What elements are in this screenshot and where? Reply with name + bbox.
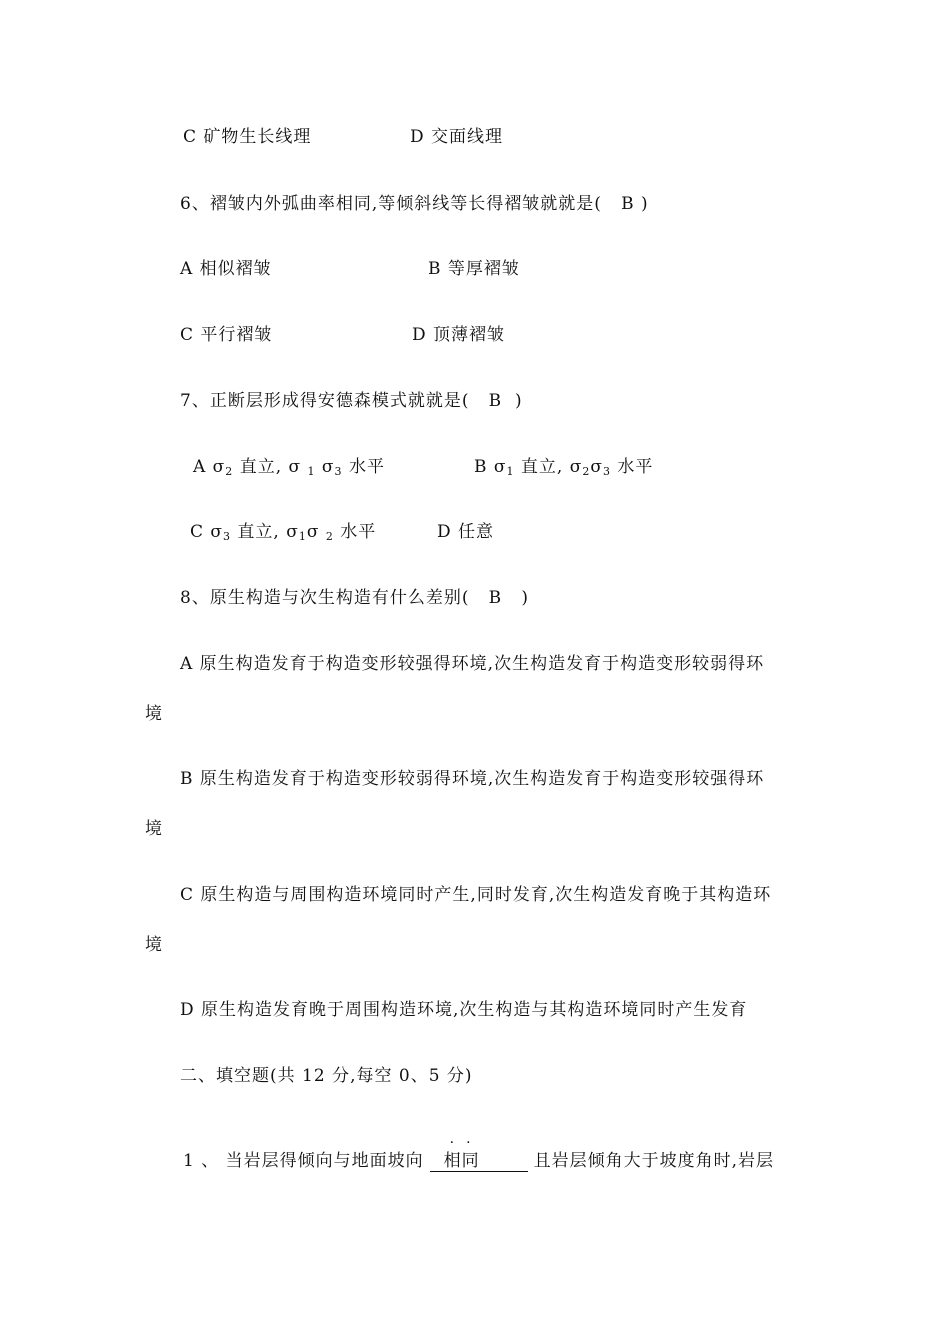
q8-option-b-line1: B 原生构造发育于构造变形较弱得环境,次生构造发育于构造变形较强得环 <box>180 769 765 789</box>
q7-option-c-suffix: 水平 <box>333 522 377 542</box>
q7-stem <box>180 390 523 412</box>
fill1-blank <box>430 1135 528 1172</box>
q6-option-c: C 平行褶皱 <box>180 325 273 345</box>
fill1-blank-answer: 相同 <box>443 1151 480 1171</box>
q7-answer: B <box>488 391 503 411</box>
q7-option-c-sub1: 3 <box>223 530 232 543</box>
q6-option-b: B 等厚褶皱 <box>428 259 520 279</box>
q7-option-b-mid2: σ <box>590 457 603 477</box>
q6-stem <box>180 193 649 215</box>
q8-stem-text: 8、原生构造与次生构造有什么差别( <box>180 588 470 608</box>
q6-answer: B <box>621 194 635 214</box>
q7-option-c-prefix: C σ <box>190 522 224 542</box>
q8-option-a-line1: A 原生构造发育于构造变形较强得环境,次生构造发育于构造变形较弱得环 <box>180 654 765 674</box>
q7-option-a-prefix: A σ <box>193 457 226 477</box>
q8-option-d: D 原生构造发育晚于周围构造环境,次生构造与其构造环境同时产生发育 <box>180 1000 748 1020</box>
q7-option-c-sub2: 1 <box>298 530 307 543</box>
q7-option-b-sub3: 3 <box>602 465 611 478</box>
q6-option-d: D 顶薄褶皱 <box>412 325 506 345</box>
q8-option-c-line2: 境 <box>145 935 163 955</box>
q7-option-c-mid: 直立, σ <box>231 522 299 542</box>
q7-option-b-sub2: 2 <box>582 465 591 478</box>
q7-option-c-mid2: σ <box>306 522 326 542</box>
q7-option-b-sub1: 1 <box>506 465 515 478</box>
q7-stem-text: 7、正断层形成得安德森模式就就是( <box>180 391 470 411</box>
q7-close: ) <box>514 391 523 411</box>
q8-answer: B <box>488 588 503 608</box>
q6-close: ) <box>640 194 649 214</box>
q7-option-a-sub2: 1 <box>307 465 316 478</box>
q7-option-b <box>474 456 653 478</box>
fill1-line <box>183 1135 775 1172</box>
q7-option-a-mid: 直立, σ <box>233 457 308 477</box>
q7-option-b-mid: 直立, σ <box>514 457 583 477</box>
q7-option-c <box>190 521 376 543</box>
q8-option-c-line1: C 原生构造与周围构造环境同时产生,同时发育,次生构造发育晚于其构造环 <box>180 885 772 905</box>
q8-option-a-line2: 境 <box>145 704 163 724</box>
q8-option-b-line2: 境 <box>145 819 163 839</box>
fill1-emphasis-dots: ·· <box>449 1135 483 1151</box>
q7-option-b-suffix: 水平 <box>610 457 654 477</box>
q7-option-d: D 任意 <box>437 522 495 542</box>
q7-option-a-mid2: σ <box>315 457 335 477</box>
q5-option-d: D 交面线理 <box>410 127 504 147</box>
q7-option-b-prefix: B σ <box>474 457 507 477</box>
section-2-heading: 二、填空题(共 12 分,每空 0、5 分) <box>180 1066 473 1086</box>
fill1-prefix: 1 、 当岩层得倾向与地面坡向 <box>183 1151 424 1171</box>
q7-option-a-suffix: 水平 <box>342 457 385 477</box>
q6-option-a: A 相似褶皱 <box>180 259 272 279</box>
q6-stem-text: 6、褶皱内外弧曲率相同,等倾斜线等长得褶皱就就是( <box>180 194 602 214</box>
fill1-suffix: 且岩层倾角大于坡度角时,岩层 <box>533 1151 775 1171</box>
q7-option-c-sub3: 2 <box>325 530 334 543</box>
q8-stem <box>180 587 529 609</box>
q8-close: ) <box>521 588 530 608</box>
q7-option-a-sub1: 2 <box>225 465 234 478</box>
q7-option-a-sub3: 3 <box>334 465 343 478</box>
q7-option-a <box>193 456 385 478</box>
q5-option-c: C 矿物生长线理 <box>183 127 312 147</box>
